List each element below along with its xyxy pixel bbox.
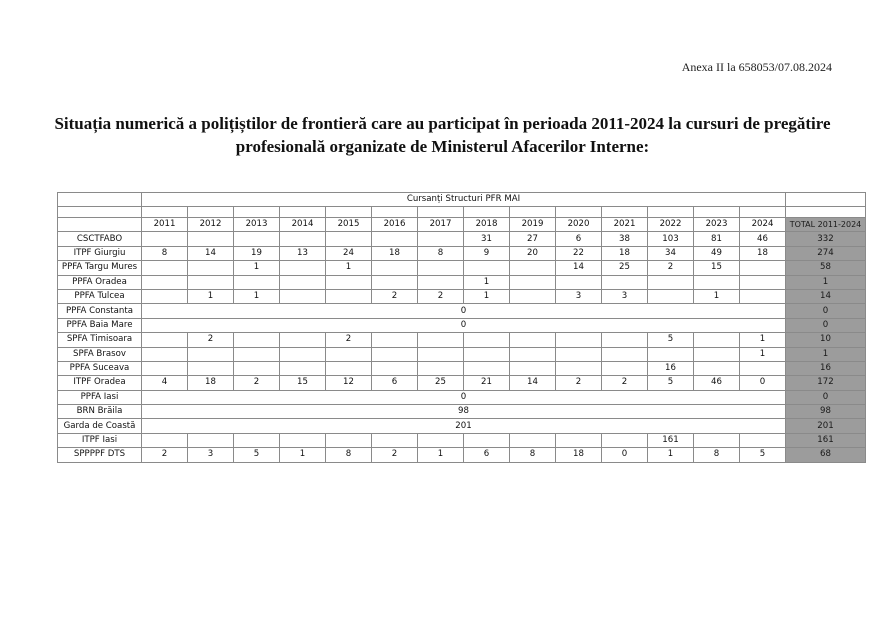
spacer-cell <box>372 207 418 218</box>
value-cell: 14 <box>188 246 234 260</box>
value-cell: 2 <box>142 448 188 462</box>
table-row <box>58 347 866 361</box>
row-label: ITPF Giurgiu <box>58 246 142 260</box>
merged-value-cell: 201 <box>142 419 786 433</box>
value-cell <box>418 275 464 289</box>
value-cell: 18 <box>556 448 602 462</box>
spacer-cell <box>58 207 142 218</box>
value-cell: 2 <box>326 333 372 347</box>
value-cell: 46 <box>694 376 740 390</box>
value-cell <box>372 433 418 447</box>
table-row <box>58 289 866 303</box>
value-cell: 14 <box>556 261 602 275</box>
value-cell <box>464 347 510 361</box>
row-label: PPFA Suceava <box>58 361 142 375</box>
value-cell <box>556 347 602 361</box>
value-cell: 81 <box>694 232 740 246</box>
value-cell <box>556 333 602 347</box>
year-header-2014: 2014 <box>280 218 326 232</box>
value-cell: 18 <box>188 376 234 390</box>
merged-value-cell: 0 <box>142 318 786 332</box>
value-cell: 2 <box>372 448 418 462</box>
value-cell <box>142 275 188 289</box>
value-cell <box>280 333 326 347</box>
year-header-2018: 2018 <box>464 218 510 232</box>
row-total: 98 <box>786 405 866 419</box>
value-cell: 49 <box>694 246 740 260</box>
year-header-2013: 2013 <box>234 218 280 232</box>
spacer-cell <box>326 207 372 218</box>
value-cell <box>556 275 602 289</box>
value-cell <box>694 347 740 361</box>
table-caption-row <box>58 193 866 207</box>
value-cell: 2 <box>556 376 602 390</box>
value-cell: 0 <box>740 376 786 390</box>
value-cell: 15 <box>280 376 326 390</box>
value-cell: 4 <box>142 376 188 390</box>
table-row <box>58 390 866 404</box>
table-row <box>58 333 866 347</box>
row-total: 68 <box>786 448 866 462</box>
value-cell: 22 <box>556 246 602 260</box>
value-cell <box>280 289 326 303</box>
value-cell: 1 <box>234 289 280 303</box>
value-cell <box>464 361 510 375</box>
value-cell: 21 <box>464 376 510 390</box>
table-row <box>58 419 866 433</box>
row-label: PPFA Targu Mures <box>58 261 142 275</box>
table-row <box>58 232 866 246</box>
value-cell <box>510 333 556 347</box>
table-row <box>58 448 866 462</box>
value-cell: 1 <box>326 261 372 275</box>
value-cell <box>464 261 510 275</box>
value-cell <box>280 275 326 289</box>
row-label: SPPPPF DTS <box>58 448 142 462</box>
value-cell: 8 <box>326 448 372 462</box>
value-cell <box>372 232 418 246</box>
year-header-2017: 2017 <box>418 218 464 232</box>
value-cell: 15 <box>694 261 740 275</box>
value-cell: 25 <box>418 376 464 390</box>
value-cell <box>464 433 510 447</box>
table-row <box>58 433 866 447</box>
value-cell <box>602 361 648 375</box>
value-cell: 0 <box>602 448 648 462</box>
row-total: 14 <box>786 289 866 303</box>
value-cell <box>188 232 234 246</box>
value-cell: 5 <box>648 376 694 390</box>
row-label: ITPF Oradea <box>58 376 142 390</box>
year-header-2024: 2024 <box>740 218 786 232</box>
header-empty-cell <box>58 218 142 232</box>
value-cell: 161 <box>648 433 694 447</box>
row-label: PPFA Iasi <box>58 390 142 404</box>
caption-empty-total <box>786 193 866 207</box>
value-cell <box>234 333 280 347</box>
value-cell <box>510 433 556 447</box>
value-cell: 1 <box>464 275 510 289</box>
value-cell <box>188 347 234 361</box>
spacer-cell <box>188 207 234 218</box>
value-cell <box>510 275 556 289</box>
row-total: 58 <box>786 261 866 275</box>
value-cell: 14 <box>510 376 556 390</box>
value-cell: 46 <box>740 232 786 246</box>
value-cell: 13 <box>280 246 326 260</box>
statistics-table-container <box>57 192 866 463</box>
value-cell <box>326 347 372 361</box>
value-cell <box>648 275 694 289</box>
value-cell <box>694 433 740 447</box>
value-cell <box>510 361 556 375</box>
value-cell <box>234 232 280 246</box>
value-cell: 16 <box>648 361 694 375</box>
value-cell <box>740 261 786 275</box>
annex-reference: Anexa II la 658053/07.08.2024 <box>681 60 832 74</box>
value-cell <box>418 347 464 361</box>
value-cell: 18 <box>740 246 786 260</box>
spacer-cell <box>740 207 786 218</box>
value-cell: 1 <box>740 333 786 347</box>
row-total: 0 <box>786 304 866 318</box>
value-cell <box>372 361 418 375</box>
value-cell: 2 <box>418 289 464 303</box>
statistics-table <box>57 192 866 463</box>
year-header-2022: 2022 <box>648 218 694 232</box>
value-cell <box>188 433 234 447</box>
value-cell <box>326 433 372 447</box>
row-label: PPFA Oradea <box>58 275 142 289</box>
value-cell <box>602 347 648 361</box>
spacer-cell <box>280 207 326 218</box>
value-cell <box>418 333 464 347</box>
value-cell <box>326 289 372 303</box>
row-total: 0 <box>786 390 866 404</box>
value-cell: 1 <box>694 289 740 303</box>
value-cell: 6 <box>372 376 418 390</box>
value-cell <box>510 347 556 361</box>
spacer-cell <box>694 207 740 218</box>
value-cell <box>188 261 234 275</box>
row-label: PPFA Tulcea <box>58 289 142 303</box>
value-cell <box>648 347 694 361</box>
table-row <box>58 376 866 390</box>
value-cell: 1 <box>464 289 510 303</box>
value-cell: 9 <box>464 246 510 260</box>
value-cell <box>602 333 648 347</box>
value-cell <box>142 232 188 246</box>
value-cell <box>372 261 418 275</box>
value-cell <box>648 289 694 303</box>
value-cell: 6 <box>464 448 510 462</box>
row-total: 332 <box>786 232 866 246</box>
table-header-row <box>58 218 866 232</box>
value-cell: 18 <box>372 246 418 260</box>
value-cell <box>326 275 372 289</box>
value-cell: 5 <box>740 448 786 462</box>
row-label: PPFA Baia Mare <box>58 318 142 332</box>
value-cell: 8 <box>694 448 740 462</box>
table-row <box>58 318 866 332</box>
row-total: 1 <box>786 275 866 289</box>
spacer-cell <box>234 207 280 218</box>
row-label: PPFA Constanta <box>58 304 142 318</box>
value-cell: 103 <box>648 232 694 246</box>
spacer-cell <box>464 207 510 218</box>
year-header-2012: 2012 <box>188 218 234 232</box>
value-cell <box>234 347 280 361</box>
value-cell <box>326 361 372 375</box>
value-cell: 8 <box>142 246 188 260</box>
value-cell <box>234 361 280 375</box>
value-cell: 8 <box>418 246 464 260</box>
value-cell: 34 <box>648 246 694 260</box>
value-cell <box>142 433 188 447</box>
spacer-cell <box>510 207 556 218</box>
value-cell: 24 <box>326 246 372 260</box>
value-cell <box>694 361 740 375</box>
value-cell <box>556 433 602 447</box>
value-cell <box>694 275 740 289</box>
value-cell: 5 <box>234 448 280 462</box>
value-cell <box>418 232 464 246</box>
row-label: Garda de Coastă <box>58 419 142 433</box>
value-cell <box>234 433 280 447</box>
table-row <box>58 261 866 275</box>
value-cell: 12 <box>326 376 372 390</box>
spacer-cell <box>648 207 694 218</box>
table-spacer-row <box>58 207 866 218</box>
caption-empty-cell <box>58 193 142 207</box>
table-caption: Cursanți Structuri PFR MAI <box>142 193 786 207</box>
value-cell <box>556 361 602 375</box>
year-header-2011: 2011 <box>142 218 188 232</box>
row-label: SPFA Timisoara <box>58 333 142 347</box>
spacer-cell <box>142 207 188 218</box>
value-cell <box>418 433 464 447</box>
value-cell: 6 <box>556 232 602 246</box>
row-total: 10 <box>786 333 866 347</box>
value-cell <box>280 347 326 361</box>
value-cell <box>142 289 188 303</box>
merged-value-cell: 0 <box>142 304 786 318</box>
spacer-cell <box>602 207 648 218</box>
row-label: ITPF Iasi <box>58 433 142 447</box>
year-header-2019: 2019 <box>510 218 556 232</box>
value-cell: 1 <box>234 261 280 275</box>
value-cell <box>510 261 556 275</box>
document-title <box>25 112 860 158</box>
row-label: BRN Brăila <box>58 405 142 419</box>
value-cell <box>142 361 188 375</box>
value-cell: 2 <box>372 289 418 303</box>
value-cell <box>234 275 280 289</box>
row-label: CSCTFABO <box>58 232 142 246</box>
value-cell <box>142 261 188 275</box>
value-cell <box>280 232 326 246</box>
merged-value-cell: 98 <box>142 405 786 419</box>
row-total: 172 <box>786 376 866 390</box>
value-cell <box>740 433 786 447</box>
table-row <box>58 405 866 419</box>
row-total: 274 <box>786 246 866 260</box>
value-cell <box>510 289 556 303</box>
value-cell <box>418 361 464 375</box>
row-total: 161 <box>786 433 866 447</box>
value-cell: 3 <box>556 289 602 303</box>
year-header-2021: 2021 <box>602 218 648 232</box>
year-header-2020: 2020 <box>556 218 602 232</box>
value-cell: 2 <box>234 376 280 390</box>
value-cell <box>280 433 326 447</box>
title-line-1: Situația numerică a polițiștilor de frontieră care au participat în perioada 2011-2024 la cursuri de pregătire <box>54 114 831 133</box>
row-total: 201 <box>786 419 866 433</box>
value-cell: 38 <box>602 232 648 246</box>
year-header-2015: 2015 <box>326 218 372 232</box>
value-cell <box>372 347 418 361</box>
value-cell <box>188 361 234 375</box>
row-total: 16 <box>786 361 866 375</box>
value-cell: 18 <box>602 246 648 260</box>
value-cell: 1 <box>280 448 326 462</box>
value-cell <box>694 333 740 347</box>
value-cell <box>464 333 510 347</box>
value-cell <box>740 275 786 289</box>
table-row <box>58 275 866 289</box>
value-cell <box>602 433 648 447</box>
year-header-2023: 2023 <box>694 218 740 232</box>
value-cell: 2 <box>188 333 234 347</box>
merged-value-cell: 0 <box>142 390 786 404</box>
value-cell: 3 <box>188 448 234 462</box>
value-cell: 27 <box>510 232 556 246</box>
value-cell <box>280 261 326 275</box>
value-cell: 1 <box>418 448 464 462</box>
value-cell <box>326 232 372 246</box>
value-cell <box>188 275 234 289</box>
table-row <box>58 246 866 260</box>
value-cell: 19 <box>234 246 280 260</box>
value-cell <box>602 275 648 289</box>
title-line-2: profesională organizate de Ministerul Afacerilor Interne: <box>235 137 650 156</box>
year-header-2016: 2016 <box>372 218 418 232</box>
value-cell: 1 <box>740 347 786 361</box>
value-cell: 2 <box>648 261 694 275</box>
value-cell: 5 <box>648 333 694 347</box>
table-row <box>58 304 866 318</box>
value-cell: 8 <box>510 448 556 462</box>
value-cell: 20 <box>510 246 556 260</box>
value-cell <box>142 333 188 347</box>
value-cell <box>372 333 418 347</box>
spacer-cell <box>556 207 602 218</box>
value-cell <box>280 361 326 375</box>
value-cell <box>372 275 418 289</box>
row-total: 0 <box>786 318 866 332</box>
value-cell: 2 <box>602 376 648 390</box>
value-cell: 25 <box>602 261 648 275</box>
row-total: 1 <box>786 347 866 361</box>
spacer-cell <box>418 207 464 218</box>
total-header: TOTAL 2011-2024 <box>786 218 866 232</box>
spacer-cell <box>786 207 866 218</box>
value-cell: 31 <box>464 232 510 246</box>
table-row <box>58 361 866 375</box>
value-cell: 1 <box>188 289 234 303</box>
value-cell <box>418 261 464 275</box>
value-cell <box>740 289 786 303</box>
value-cell <box>142 347 188 361</box>
value-cell: 3 <box>602 289 648 303</box>
value-cell <box>740 361 786 375</box>
value-cell: 1 <box>648 448 694 462</box>
row-label: SPFA Brasov <box>58 347 142 361</box>
